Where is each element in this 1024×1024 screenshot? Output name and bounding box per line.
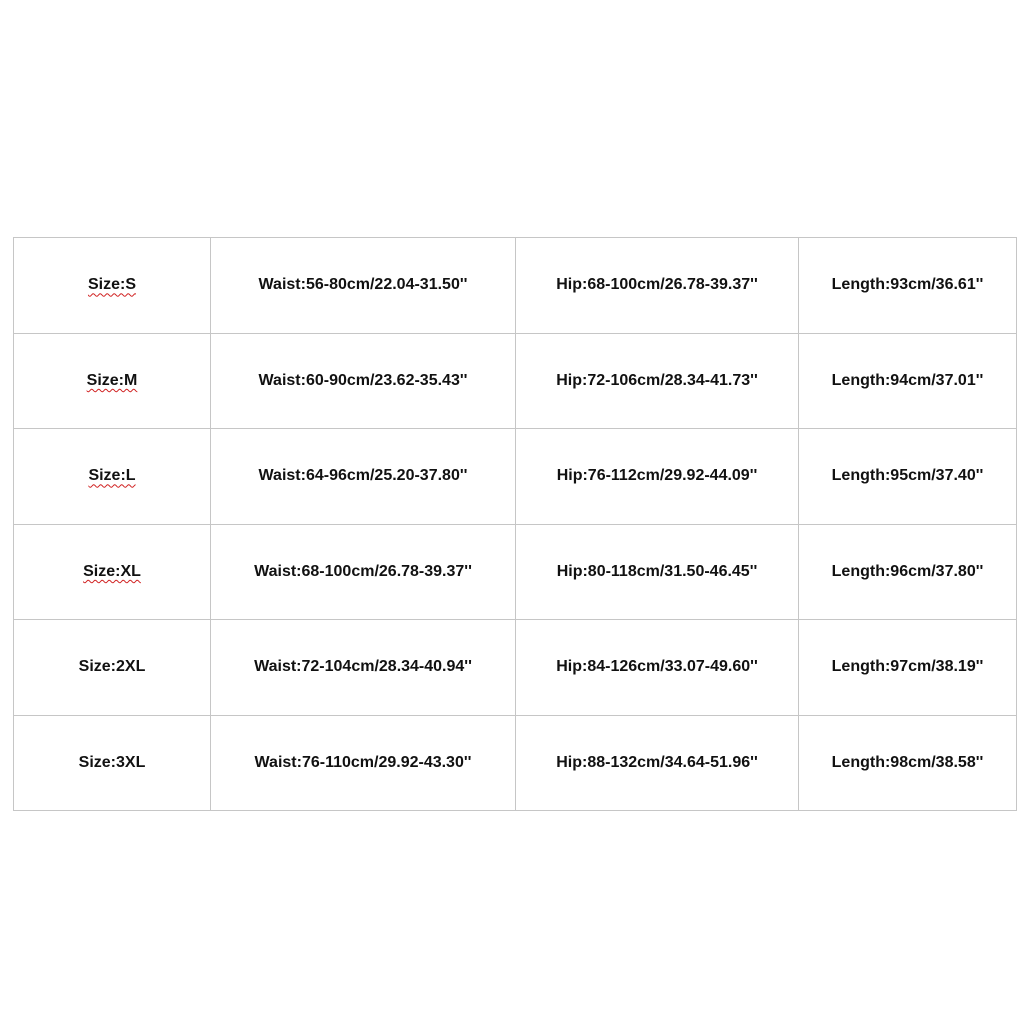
length-cell: Length:93cm/36.61'' bbox=[799, 238, 1017, 334]
waist-cell: Waist:64-96cm/25.20-37.80'' bbox=[211, 429, 516, 525]
size-label: Size:L bbox=[88, 467, 136, 485]
hip-cell: Hip:88-132cm/34.64-51.96'' bbox=[516, 715, 799, 811]
hip-cell: Hip:80-118cm/31.50-46.45'' bbox=[516, 524, 799, 620]
size-label: Size:2XL bbox=[78, 658, 146, 676]
size-cell bbox=[14, 620, 211, 716]
hip-cell: Hip:72-106cm/28.34-41.73'' bbox=[516, 333, 799, 429]
hip-cell: Hip:84-126cm/33.07-49.60'' bbox=[516, 620, 799, 716]
size-cell bbox=[14, 429, 211, 525]
length-cell: Length:98cm/38.58'' bbox=[799, 715, 1017, 811]
size-cell bbox=[14, 524, 211, 620]
size-cell bbox=[14, 715, 211, 811]
size-label: Size:S bbox=[87, 276, 136, 294]
size-chart-table bbox=[13, 237, 1017, 811]
size-row-s bbox=[14, 238, 1017, 334]
size-row-2xl bbox=[14, 620, 1017, 716]
size-cell bbox=[14, 238, 211, 334]
size-label: Size:3XL bbox=[78, 753, 146, 771]
size-row-3xl bbox=[14, 715, 1017, 811]
length-cell: Length:95cm/37.40'' bbox=[799, 429, 1017, 525]
size-row-m bbox=[14, 333, 1017, 429]
waist-cell: Waist:72-104cm/28.34-40.94'' bbox=[211, 620, 516, 716]
waist-cell: Waist:76-110cm/29.92-43.30'' bbox=[211, 715, 516, 811]
length-cell: Length:94cm/37.01'' bbox=[799, 333, 1017, 429]
size-row-xl bbox=[14, 524, 1017, 620]
waist-cell: Waist:68-100cm/26.78-39.37'' bbox=[211, 524, 516, 620]
waist-cell: Waist:56-80cm/22.04-31.50'' bbox=[211, 238, 516, 334]
size-row-l bbox=[14, 429, 1017, 525]
size-label: Size:XL bbox=[83, 562, 141, 580]
length-cell: Length:96cm/37.80'' bbox=[799, 524, 1017, 620]
waist-cell: Waist:60-90cm/23.62-35.43'' bbox=[211, 333, 516, 429]
hip-cell: Hip:76-112cm/29.92-44.09'' bbox=[516, 429, 799, 525]
length-cell: Length:97cm/38.19'' bbox=[799, 620, 1017, 716]
size-label: Size:M bbox=[86, 371, 138, 389]
hip-cell: Hip:68-100cm/26.78-39.37'' bbox=[516, 238, 799, 334]
size-cell bbox=[14, 333, 211, 429]
